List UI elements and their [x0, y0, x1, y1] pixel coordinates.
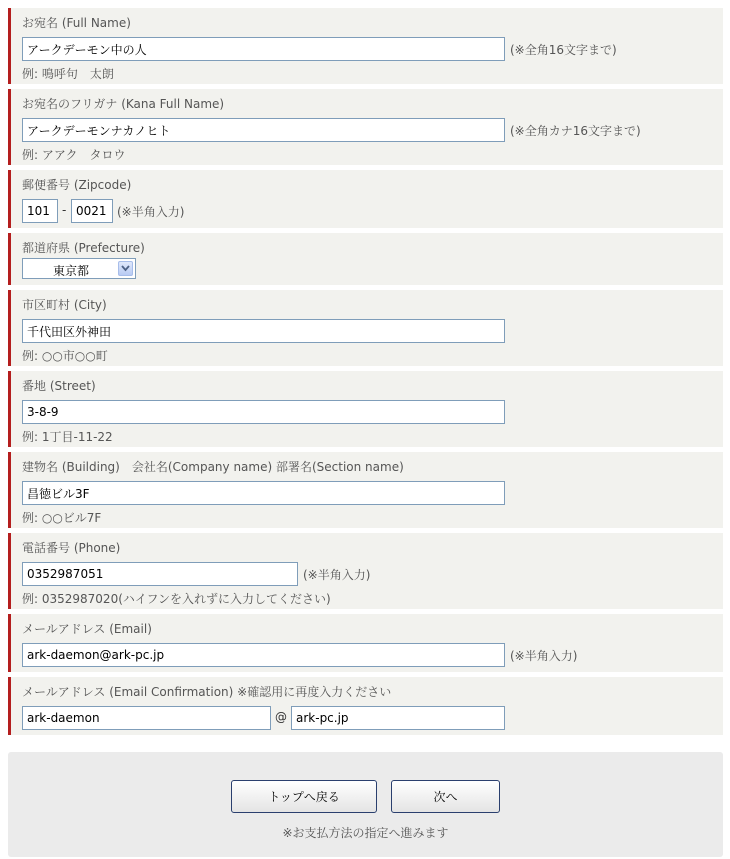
building-example: 例: ○○ビル7F [22, 511, 102, 525]
email-row [8, 614, 723, 672]
phone-row [8, 533, 723, 609]
email-input[interactable] [22, 643, 505, 667]
street-input[interactable] [22, 400, 505, 424]
full-name-example: 例: 鳴呼句 太朗 [22, 67, 114, 81]
email-confirm-row [8, 677, 723, 735]
prefecture-row [8, 233, 723, 285]
city-label: 市区町村 (City) [22, 298, 107, 312]
zipcode-separator: - [62, 203, 67, 217]
full-name-label: お宛名 (Full Name) [22, 16, 131, 30]
prefecture-label: 都道府県 (Prefecture) [22, 241, 145, 255]
kana-name-row [8, 89, 723, 165]
zipcode-row [8, 170, 723, 228]
form-footer [8, 752, 723, 857]
zipcode-label: 郵便番号 (Zipcode) [22, 178, 132, 192]
email-confirm-domain-input[interactable] [291, 706, 505, 730]
zipcode-note: (※半角入力) [117, 205, 185, 219]
building-row [8, 452, 723, 528]
shipping-address-form [8, 8, 723, 740]
street-example: 例: 1丁目-11-22 [22, 430, 113, 444]
email-label: メールアドレス (Email) [22, 622, 152, 636]
phone-example: 例: 0352987020(ハイフンを入れずに入力してください) [22, 592, 331, 606]
prefecture-selected-value: 東京都 [53, 264, 90, 278]
kana-name-input[interactable] [22, 118, 505, 142]
back-to-top-button[interactable]: トップへ戻る [231, 780, 377, 813]
zipcode-first-input[interactable] [22, 199, 58, 223]
phone-input[interactable] [22, 562, 298, 586]
zipcode-second-input[interactable] [71, 199, 113, 223]
full-name-note: (※全角16文字まで) [510, 43, 617, 57]
full-name-input[interactable] [22, 37, 505, 61]
email-note: (※半角入力) [510, 649, 578, 663]
city-row [8, 290, 723, 366]
next-button[interactable]: 次へ [391, 780, 500, 813]
kana-name-example: 例: アアク タロウ [22, 148, 126, 162]
building-input[interactable] [22, 481, 505, 505]
kana-name-note: (※全角カナ16文字まで) [510, 124, 641, 138]
footer-note: ※お支払方法の指定へ進みます [282, 826, 449, 840]
email-confirm-label: メールアドレス (Email Confirmation) ※確認用に再度入力ください [22, 685, 392, 699]
phone-note: (※半角入力) [303, 568, 371, 582]
city-example: 例: ○○市○○町 [22, 349, 108, 363]
chevron-down-icon[interactable] [118, 261, 133, 276]
city-input[interactable] [22, 319, 505, 343]
street-label: 番地 (Street) [22, 379, 96, 393]
full-name-row [8, 8, 723, 84]
email-at-sign: @ [275, 710, 287, 724]
prefecture-select[interactable] [22, 258, 136, 279]
phone-label: 電話番号 (Phone) [22, 541, 121, 555]
street-row [8, 371, 723, 447]
building-label: 建物名 (Building) 会社名(Company name) 部署名(Section name) [22, 460, 404, 474]
kana-name-label: お宛名のフリガナ (Kana Full Name) [22, 97, 225, 111]
email-confirm-user-input[interactable] [22, 706, 271, 730]
